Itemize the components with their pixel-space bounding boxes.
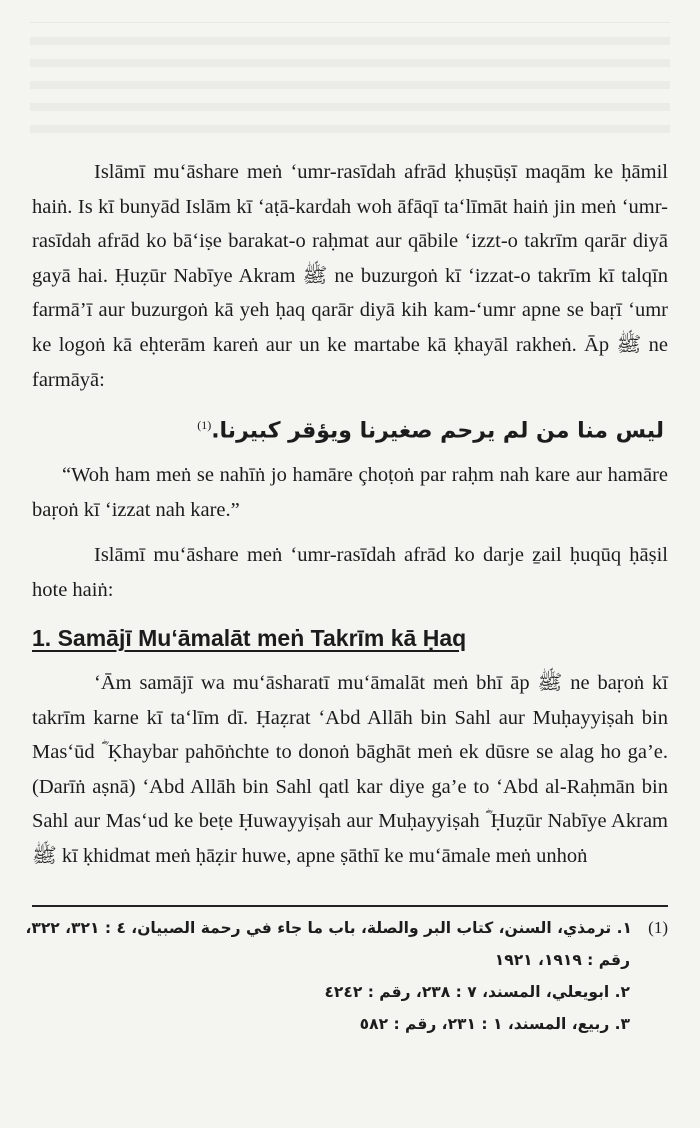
footnote-marker: (1): [648, 918, 668, 937]
arabic-hadith: [34, 407, 664, 449]
footnote-divider: [32, 905, 668, 907]
paragraph-intro: Islāmī mu‘āshare meṅ ‘umr-rasīdah afrād ḳhuṣūṣī maqām ke ḥāmil haiṅ. Is kī bunyād Islām kī ‘aṭā-kardah woh āfāqī ta‘līmāt haiṅ jin meṅ ‘umr-rasīdah afrād ko bā‘iṣe barakat-o raḥmat aur qābile ‘izzt-o takrīm qarār diyā gayā hai. Ḥuẓūr Nabīye Akram ﷺ ne buzurgoṅ kī ‘izzat-o takrīm kī talqīn farmā’ī aur buzurgoṅ kā yeh ḥaq qarār diyā kih kam-‘umr apne se baṛī ‘umr ke logoṅ kā eḥterām kareṅ aur un ke martabe kā ḳhayāl rakheṅ. Āp ﷺ ne farmāyā:: [32, 161, 668, 391]
footnote-line-3: ٣. ربيع، المسند، ١ : ٢٣١، رقم : ٥٨٢: [359, 1015, 630, 1033]
footnotes: [25, 912, 668, 1040]
bleed-through-text: [30, 22, 670, 143]
paragraph-rights-intro: Islāmī mu‘āshare meṅ ‘umr-rasīdah afrād ko darje ẕail ḥuqūq ḥāṣil hote haiṅ:: [32, 544, 668, 601]
footnote-ref: (1): [197, 418, 212, 432]
paragraph-social-dealings: ‘Ām samājī wa mu‘āsharatī mu‘āmalāt meṅ bhī āp ﷺ ne baṛoṅ kī takrīm karne kī ta‘līm dī. Ḥaẓrat ‘Abd Allāh bin Sahl aur Muḥayyiṣah bin Mas‘ūd ؓ Ḳhaybar pahōṅchte to donoṅ bāghāt meṅ ek dūsre se alag ho ga’e. (Darīṅ aṣnā) ‘Abd Allāh bin Sahl qatl kar diye ga’e to ‘Abd al-Raḥmān bin Sahl aur Mas‘ud ke beṭe Ḥuwayyiṣah aur Muḥayyiṣah ؓ Ḥuẓūr Nabīye Akram ﷺ kī ḳhidmat meṅ ḥāẓir huwe, apne ṣāthī ke mu‘āmale meṅ unhoṅ: [32, 672, 668, 867]
footnote-line-1: [25, 912, 668, 944]
section-heading: 1. Samājī Mu‘āmalāt meṅ Takrīm kā Ḥaq: [32, 625, 467, 651]
hadith-translation: “Woh ham meṅ se nahīṅ jo hamāre çhoṭoṅ par raḥm nah kare aur hamāre baṛoṅ kī ‘izzat nah kare.”: [32, 464, 668, 521]
arabic-hadith-text: ليس منا من لم يرحم صغيرنا ويؤقر كبيرنا.: [211, 418, 664, 444]
footnote-1-text: ١. ترمذي، السنن، كتاب البر والصلة، باب ما جاء في رحمة الصبيان، ٤ : ٣٢١، ٣٢٢،: [25, 919, 632, 937]
footnote-line-1b: رقم : ١٩١٩، ١٩٢١: [494, 951, 630, 969]
footnote-line-2: ٢. ابويعلي، المسند، ٧ : ٢٣٨، رقم : ٤٢٤٢: [324, 983, 630, 1001]
